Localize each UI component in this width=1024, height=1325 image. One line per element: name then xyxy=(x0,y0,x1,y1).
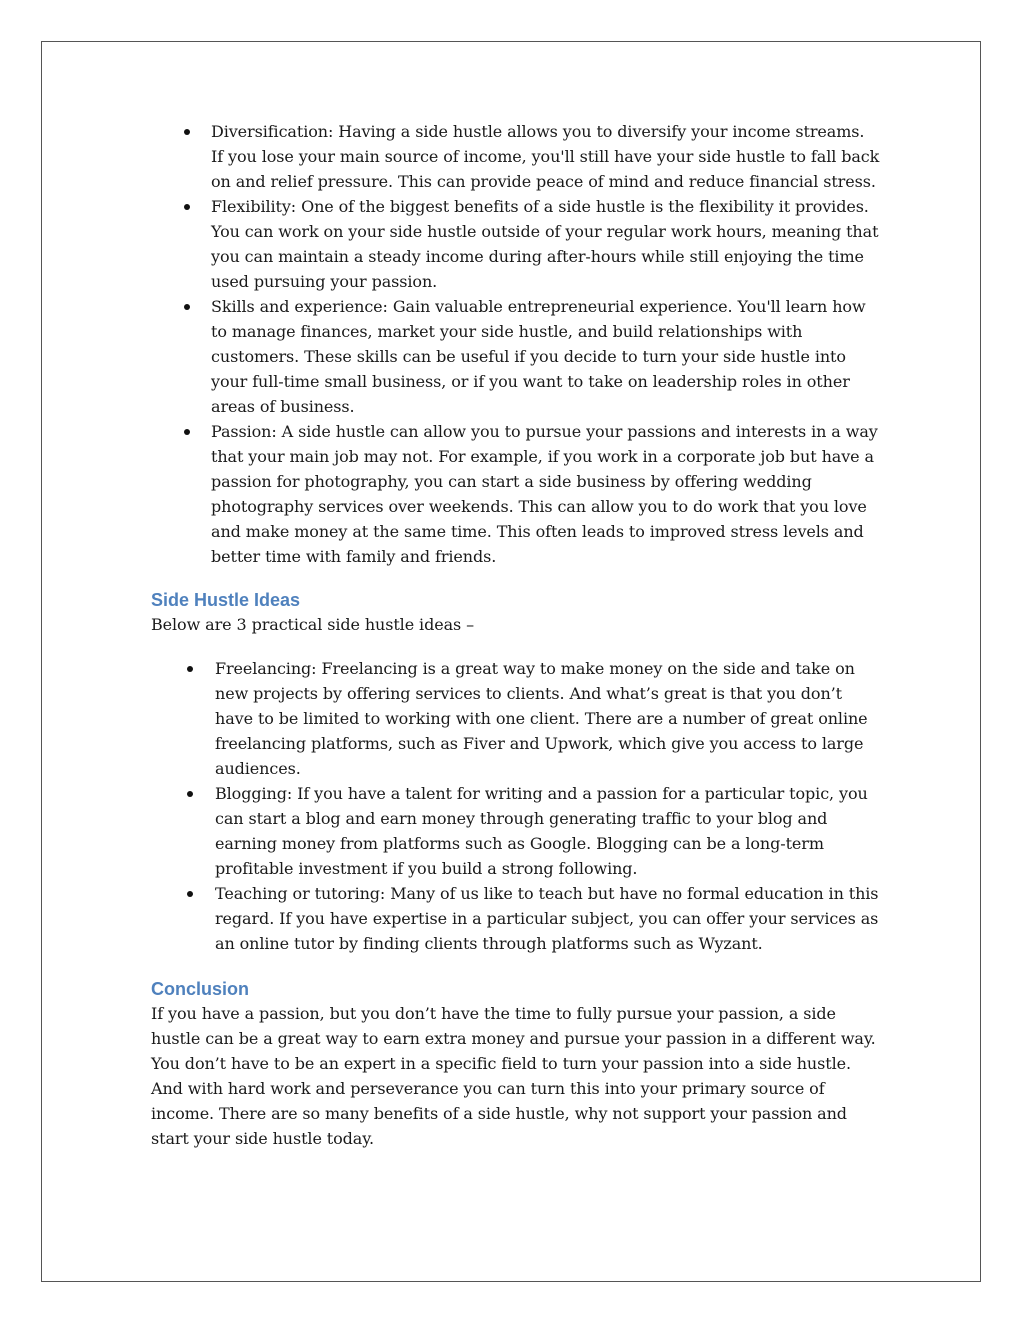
list-item xyxy=(151,881,881,956)
bullet-icon xyxy=(187,666,193,672)
bullet-icon xyxy=(184,129,190,135)
section-heading-ideas: Side Hustle Ideas xyxy=(151,590,301,610)
bullet-icon xyxy=(184,204,190,210)
conclusion-paragraph: If you have a passion, but you don’t have the time to fully pursue your passion, a side hustle can be a great way to earn extra money and pursue your passion in a different way. You don’t have to be an expert in a specific field to turn your passion into a side hustle. And with hard work and perseverance you can turn this into your primary source of income. There are so many benefits of a side hustle, why not support your passion and start your side hustle today. xyxy=(151,1004,876,1148)
list-item-text: Freelancing: Freelancing is a great way to make money on the side and take on new projects by offering services to clients. And what’s great is that you don’t have to be limited to working with one client. There are a number of great online freelancing platforms, such as Fiver and Upwork, which give you access to large audiences. xyxy=(215,659,868,778)
ideas-list xyxy=(151,656,881,956)
bullet-icon xyxy=(187,791,193,797)
list-item-text: Skills and experience: Gain valuable entrepreneurial experience. You'll learn how to manage finances, market your side hustle, and build relationships with customers. These skills can be useful if you decide to turn your side hustle into your full-time small business, or if you want to take on leadership roles in other areas of business. xyxy=(211,297,866,416)
section-heading-conclusion: Conclusion xyxy=(151,979,249,999)
ideas-intro: Below are 3 practical side hustle ideas – xyxy=(151,615,475,634)
list-item-text: Teaching or tutoring: Many of us like to teach but have no formal education in this regard. If you have expertise in a particular subject, you can offer your services as an online tutor by finding clients through platforms such as Wyzant. xyxy=(215,884,879,953)
page-content xyxy=(151,119,881,1151)
list-item-text: Diversification: Having a side hustle allows you to diversify your income streams. If you lose your main source of income, you'll still have your side hustle to fall back on and relief pressure. This can provide peace of mind and reduce financial stress. xyxy=(211,122,880,191)
list-item xyxy=(151,656,881,781)
bullet-icon xyxy=(184,429,190,435)
list-item-text: Passion: A side hustle can allow you to pursue your passions and interests in a way that your main job may not. For example, if you work in a corporate job but have a passion for photography, you can start a side business by offering wedding photography services over weekends. This can allow you to do work that you love and make money at the same time. This often leads to improved stress levels and better time with family and friends. xyxy=(211,422,878,566)
list-item-text: Blogging: If you have a talent for writing and a passion for a particular topic, you can start a blog and earn money through generating traffic to your blog and earning money from platforms such as Google. Blogging can be a long-term profitable investment if you build a strong following. xyxy=(215,784,868,878)
bullet-icon xyxy=(184,304,190,310)
list-item xyxy=(151,781,881,881)
bullet-icon xyxy=(187,891,193,897)
list-item xyxy=(151,419,881,569)
benefits-list xyxy=(151,119,881,569)
list-item-text: Flexibility: One of the biggest benefits of a side hustle is the flexibility it provides. You can work on your side hustle outside of your regular work hours, meaning that you can maintain a steady income during after-hours while still enjoying the time used pursuing your passion. xyxy=(211,197,879,291)
list-item xyxy=(151,119,881,194)
list-item xyxy=(151,194,881,294)
list-item xyxy=(151,294,881,419)
